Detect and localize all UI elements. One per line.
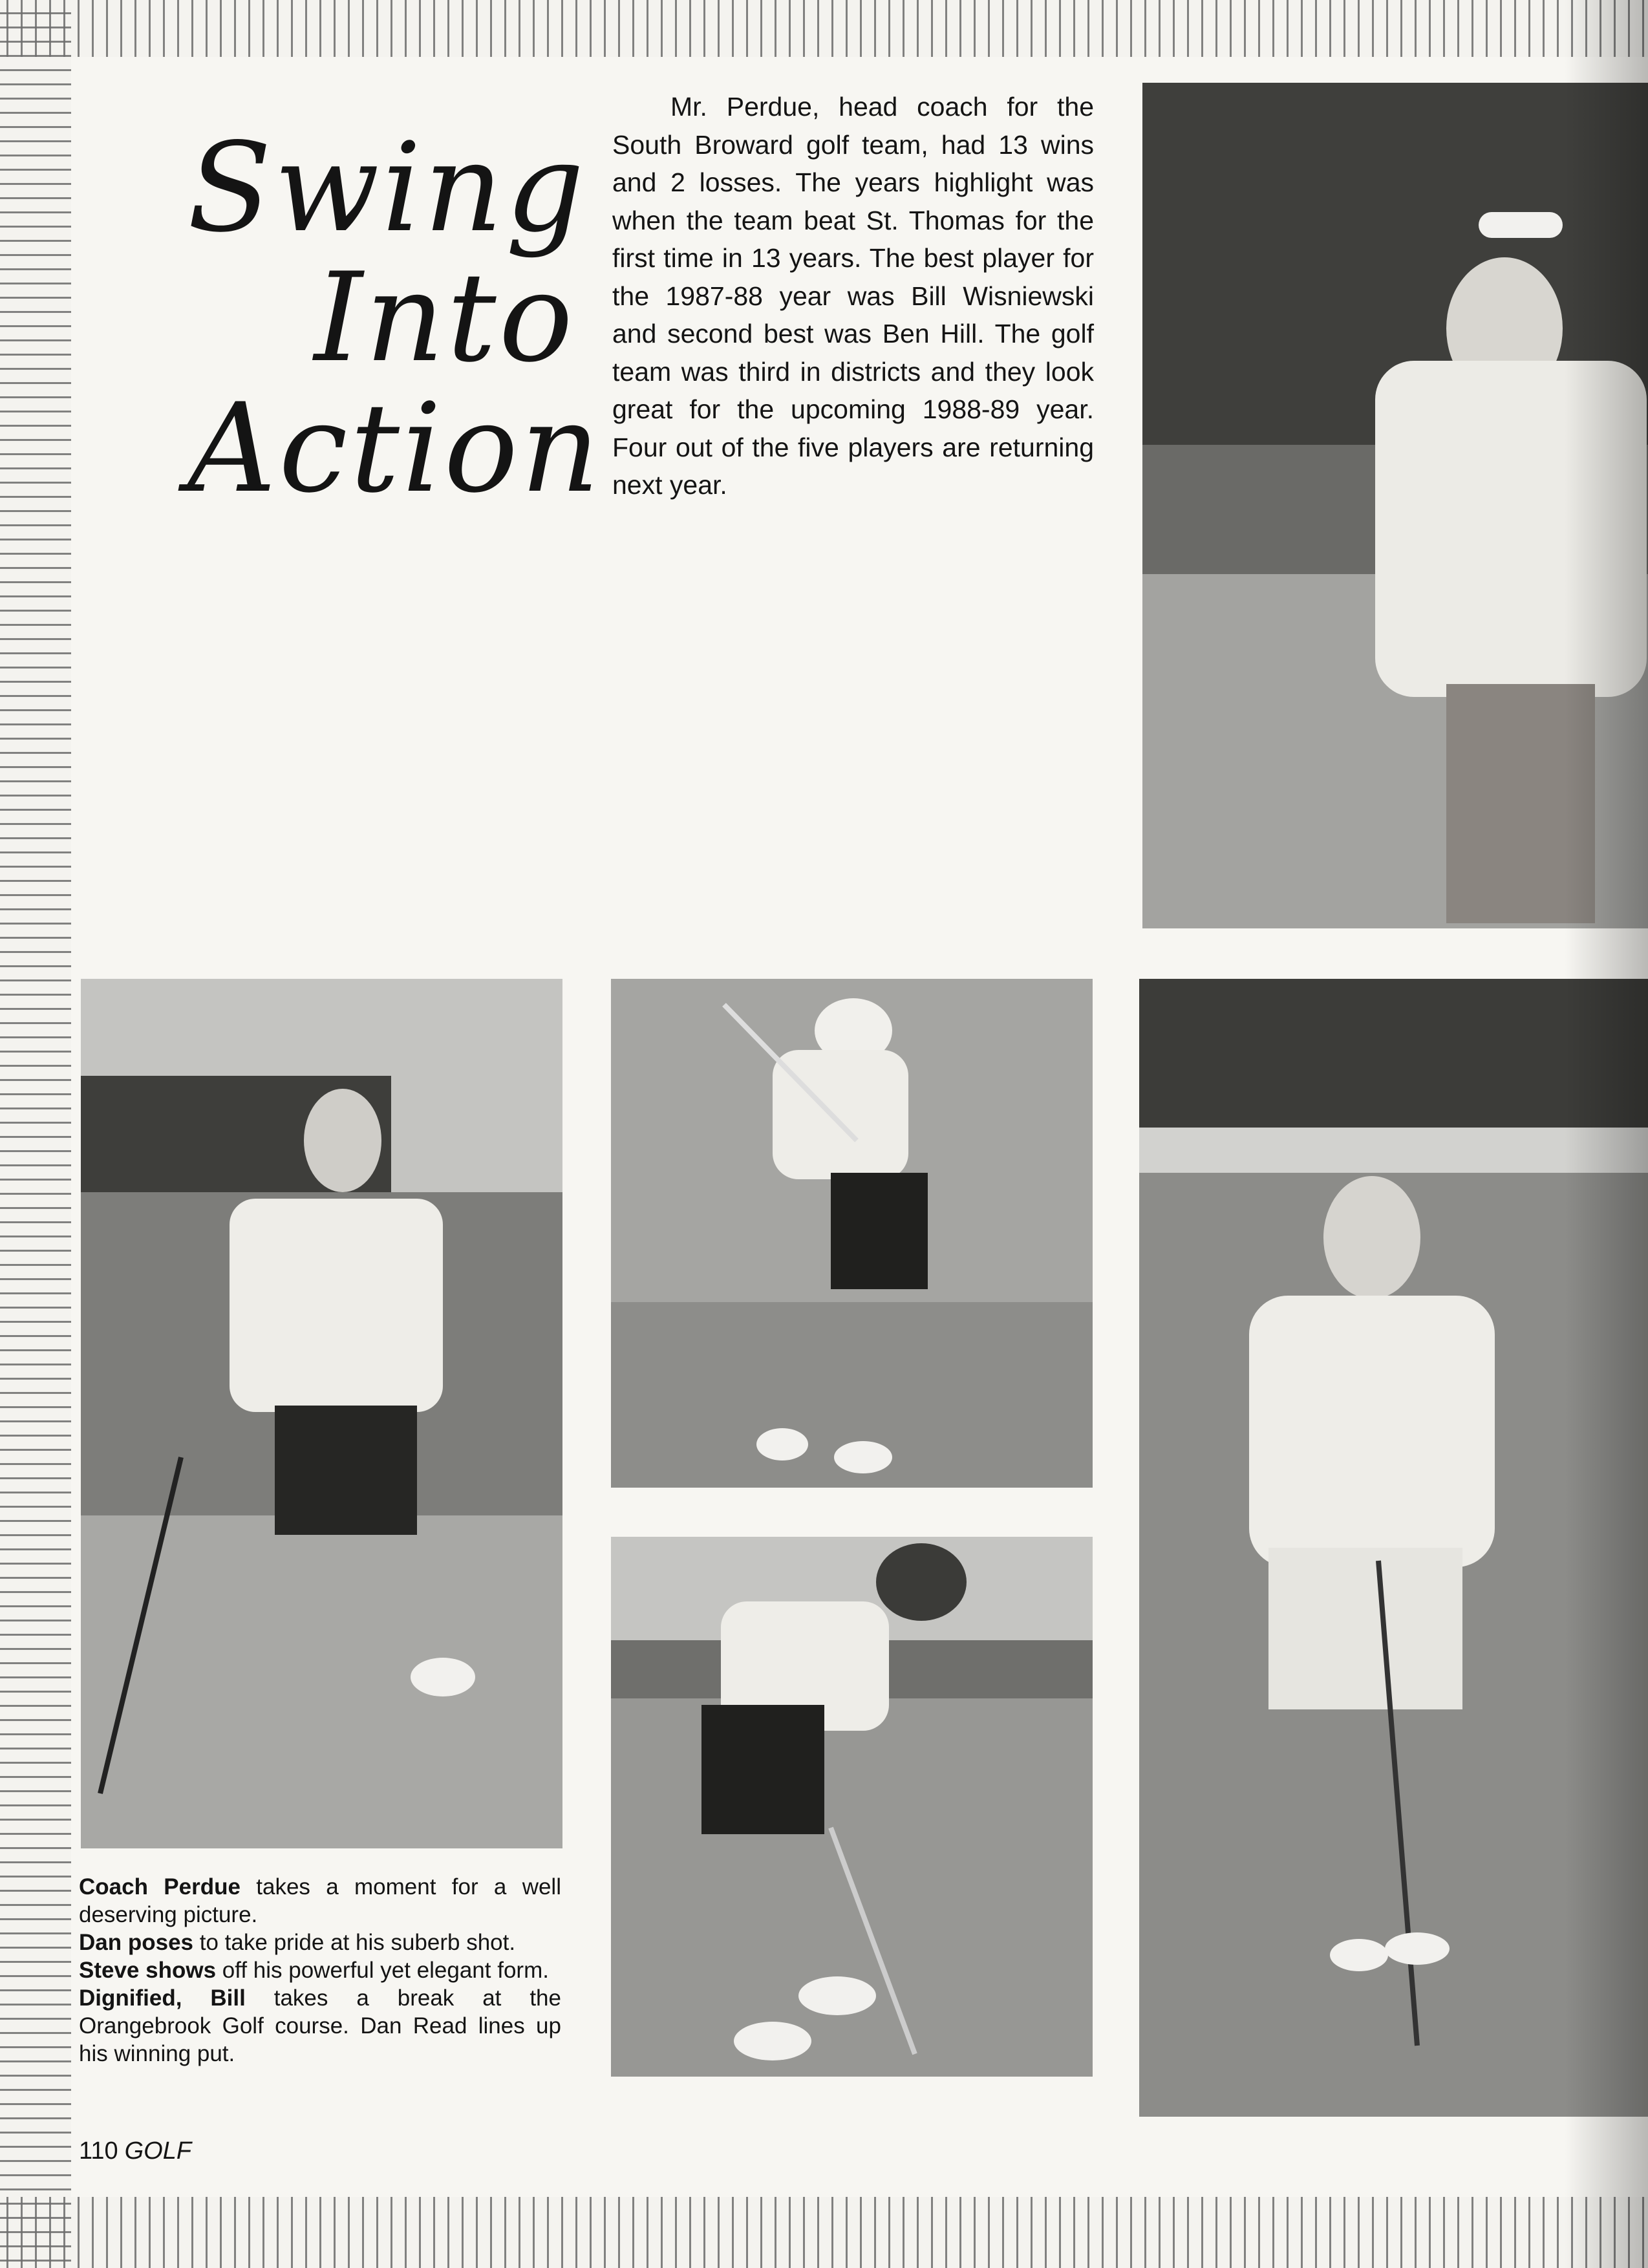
photo-captions [79,1873,561,2068]
photo-dan-read-putting [611,1537,1093,2077]
title-line-1: Swing [187,116,587,259]
section-name: GOLF [124,2137,192,2165]
photo-steve-swing [611,979,1093,1488]
caption-coach: Coach Perdue takes a moment for a well deserving picture. [79,1874,561,1927]
caption-steve: Steve shows off his powerful yet elegant form. [79,1958,549,1983]
caption-dan: Dan poses to take pride at his suberb shot. [79,1930,516,1955]
page-number: 110 [79,2137,118,2165]
intro-paragraph: Mr. Perdue, head coach for the South Broward golf team, had 13 wins and 2 losses. The years highlight was when the team beat St. Thomas for the first time in 13 years. The best player for the 1987-88 year was Bill Wisniewski and second best was Ben Hill. The golf team was third in districts and they look great for the upcoming 1988-89 year. Four out of the five players are returning next year. [612,92,1094,500]
decorative-border-top [0,0,1648,57]
title-line-3: Action [187,376,603,520]
decorative-border-left [0,0,71,2268]
caption-bill: Dignified, Bill takes a break at the Orangebrook Golf course. Dan Read lines up his winning put. [79,1985,561,2066]
title-line-2: Into [314,246,575,390]
photo-dan-poses [81,979,562,1848]
page-spine-shadow [1565,0,1648,2268]
decorative-border-bottom [0,2197,1648,2268]
page-title [187,116,603,520]
page-folio [79,2137,191,2165]
